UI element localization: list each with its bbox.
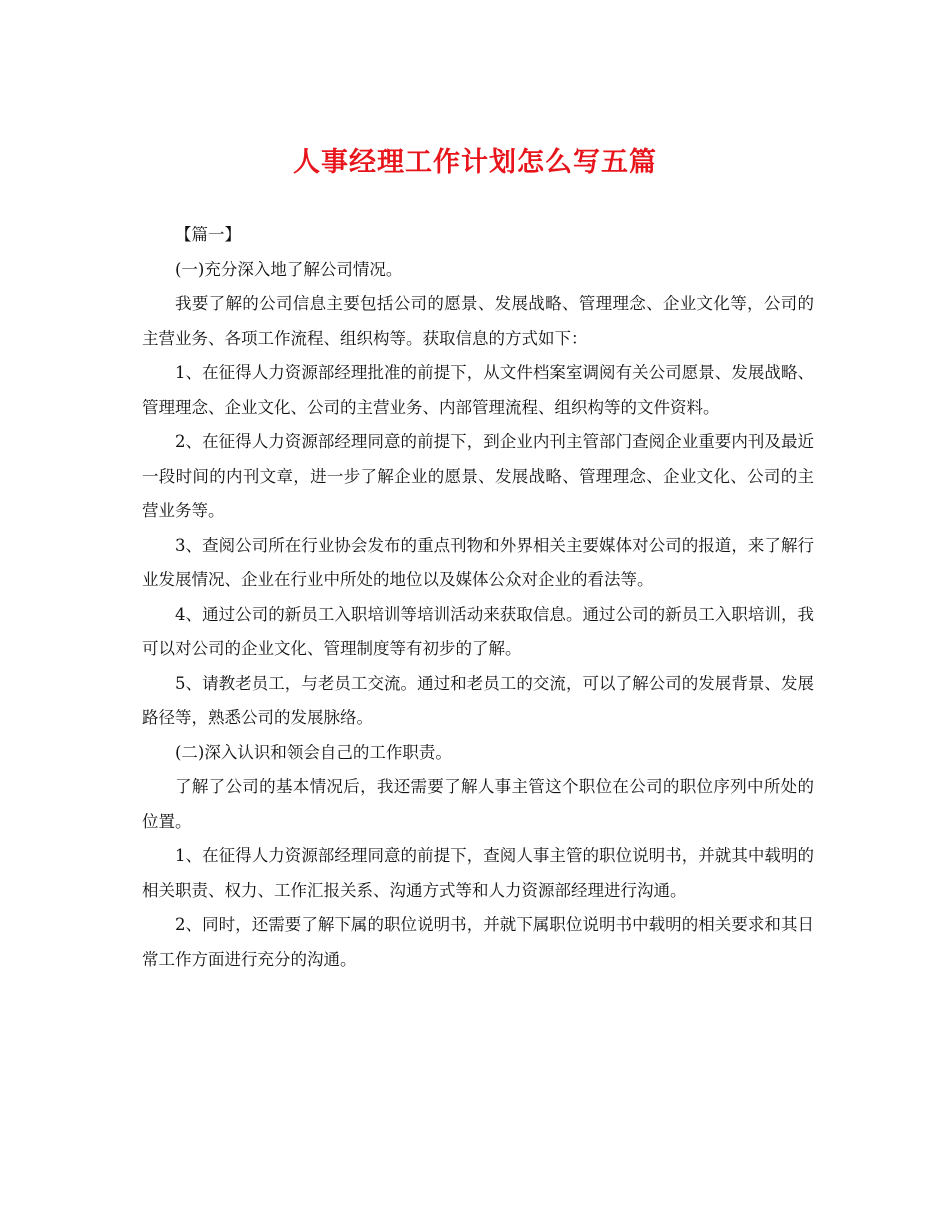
list-item: 4、通过公司的新员工入职培训等培训活动来获取信息。通过公司的新员工入职培训，我可以对公司的企业文化、管理制度等有初步的了解。 (142, 604, 814, 658)
document-title: 人事经理工作计划怎么写五篇 (293, 147, 657, 178)
list-item: 2、同时，还需要了解下属的职位说明书，并就下属职位说明书中载明的相关要求和其日常工作方面进行充分的沟通。 (142, 915, 814, 969)
section-label: 【篇一】 (175, 225, 241, 244)
list-item: 2、在征得人力资源部经理同意的前提下，到企业内刊主管部门查阅企业重要内刊及最近一段时间的内刊文章，进一步了解企业的愿景、发展战略、管理理念、企业文化、公司的主营业务等。 (142, 432, 814, 520)
list-item: 5、请教老员工，与老员工交流。通过和老员工的交流，可以了解公司的发展背景、发展路径等，熟悉公司的发展脉络。 (142, 673, 814, 727)
paragraph: 了解了公司的基本情况后，我还需要了解人事主管这个职位在公司的职位序列中所处的位置。 (142, 777, 814, 831)
document-body (142, 218, 814, 977)
list-item: 3、查阅公司所在行业协会发布的重点刊物和外界相关主要媒体对公司的报道，来了解行业发展情况、企业在行业中所处的地位以及媒体公众对企业的看法等。 (142, 535, 814, 589)
list-item: 1、在征得人力资源部经理批准的前提下，从文件档案室调阅有关公司愿景、发展战略、管理理念、企业文化、公司的主营业务、内部管理流程、组织构等的文件资料。 (142, 363, 814, 417)
subsection-heading: (一)充分深入地了解公司情况。 (175, 259, 403, 279)
subsection-heading: (二)深入认识和领会自己的工作职责。 (175, 742, 452, 762)
list-item: 1、在征得人力资源部经理同意的前提下，查阅人事主管的职位说明书，并就其中载明的相关职责、权力、工作汇报关系、沟通方式等和人力资源部经理进行沟通。 (142, 846, 814, 900)
paragraph: 我要了解的公司信息主要包括公司的愿景、发展战略、管理理念、企业文化等，公司的主营业务、各项工作流程、组织构等。获取信息的方式如下： (142, 294, 814, 348)
